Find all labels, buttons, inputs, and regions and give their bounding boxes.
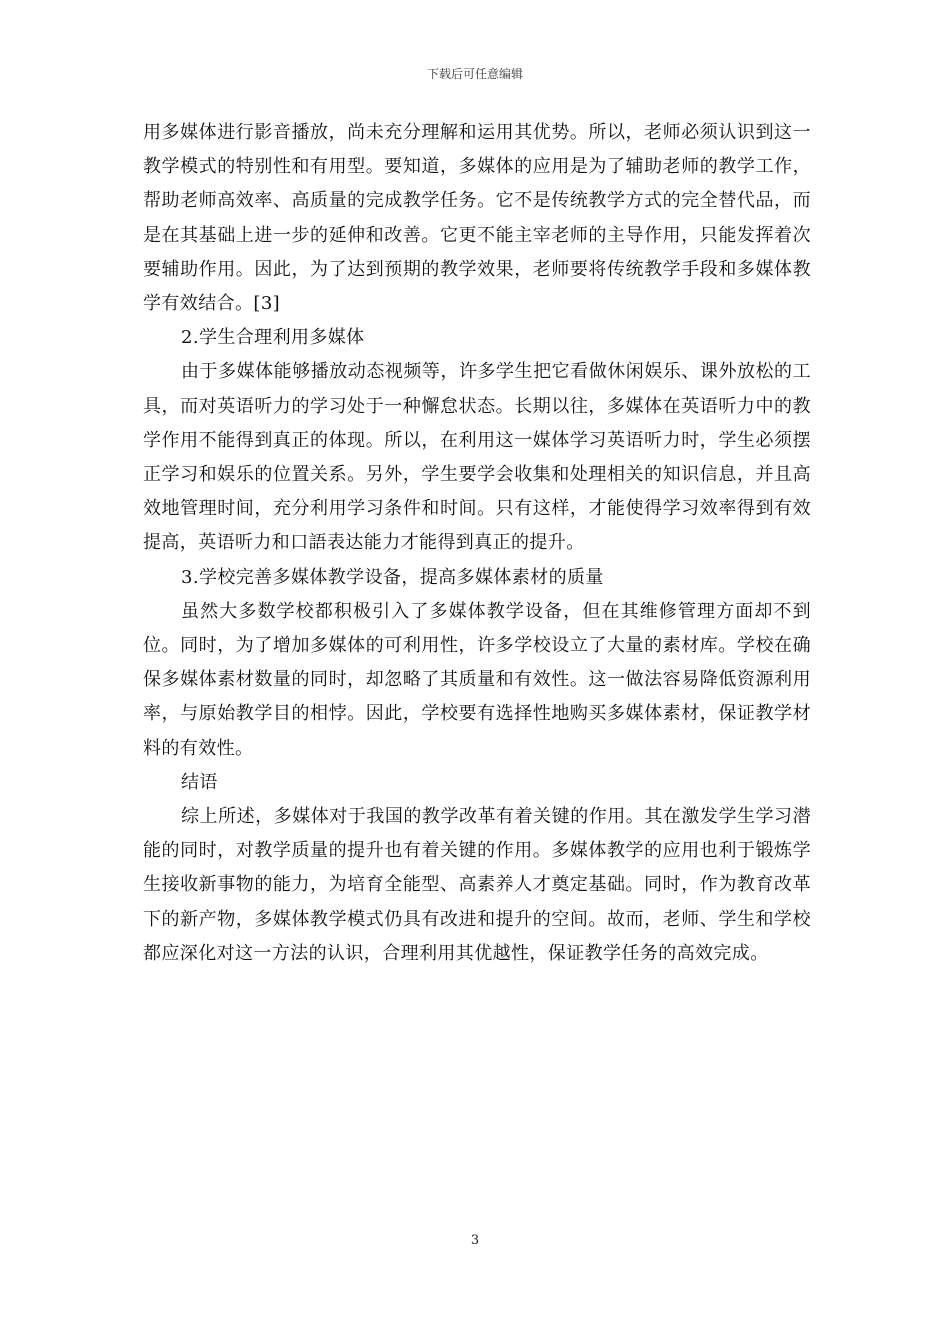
page-header: 下载后可任意编辑 xyxy=(426,67,523,81)
section-heading-3: 3.学校完善多媒体教学设备，提高多媒体素材的质量 xyxy=(181,566,604,588)
paragraph-conclusion: 综上所述，多媒体对于我国的教学改革有着关键的作用。其在激发学生学习潜能的同时，对教学质量的提升也有着关键的作用。多媒体教学的应用也利于锻炼学生接收新事物的能力，为培育全能型、高素养人才奠定基础。同时，作为教育改革下的新产物，多媒体教学模式仍具有改进和提升的空间。故而，老师、学生和学校都应深化对这一方法的认识，合理利用其优越性，保证教学任务的高效完成。 xyxy=(143,806,811,964)
paragraph-continuation: 用多媒体进行影音播放，尚未充分理解和运用其优势。所以，老师必须认识到这一教学模式的特别性和有用型。要知道，多媒体的应用是为了辅助老师的教学工作，帮助老师高效率、高质量的完成教学任务。它不是传统教学方式的完全替代品，而是在其基础上进一步的延伸和改善。它更不能主宰老师的主导作用，只能发挥着次要辅助作用。因此，为了达到预期的教学效果，老师要将传统教学手段和多媒体教学有效结合。[3] xyxy=(143,122,811,315)
paragraph-students: 由于多媒体能够播放动态视频等，许多学生把它看做休闲娱乐、课外放松的工具，而对英语听力的学习处于一种懈怠状态。长期以往，多媒体在英语听力中的教学作用不能得到真正的体现。所以，在利用这一媒体学习英语听力时，学生必须摆正学习和娱乐的位置关系。另外，学生要学会收集和处理相关的知识信息，并且高效地管理时间，充分利用学习条件和时间。只有这样，才能使得学习效率得到有效提高，英语听力和口語表达能力才能得到真正的提升。 xyxy=(143,361,811,554)
document-body xyxy=(143,116,811,971)
section-heading-2: 2.学生合理利用多媒体 xyxy=(181,327,365,349)
section-heading-conclusion: 结语 xyxy=(181,771,218,793)
page-number: 3 xyxy=(470,1233,480,1248)
paragraph-schools: 虽然大多数学校都积极引入了多媒体教学设备，但在其维修管理方面却不到位。同时，为了增加多媒体的可利用性，许多学校设立了大量的素材库。学校在确保多媒体素材数量的同时，却忽略了其质量和有效性。这一做法容易降低资源利用率，与原始教学目的相悖。因此，学校要有选择性地购买多媒体素材，保证教学材料的有效性。 xyxy=(143,600,811,759)
